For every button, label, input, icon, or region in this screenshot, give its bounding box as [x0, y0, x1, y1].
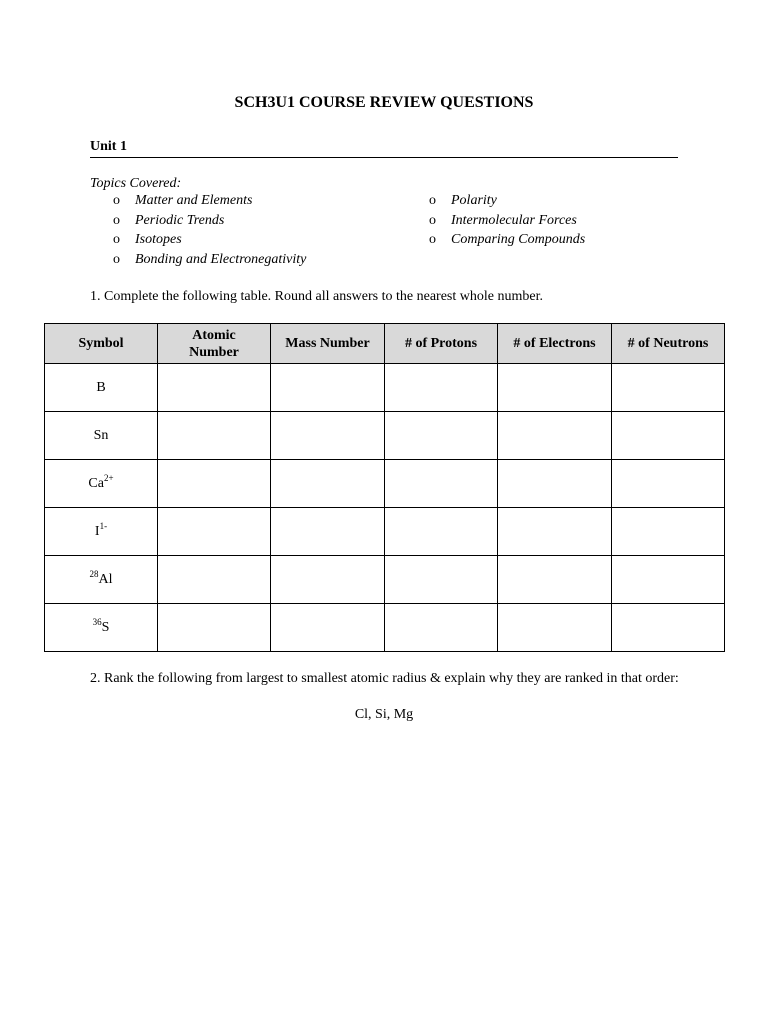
- answer-cell[interactable]: [498, 412, 612, 460]
- topic-label: Isotopes: [135, 232, 182, 247]
- question-2-elements: Cl, Si, Mg: [354, 707, 414, 722]
- table-row: [45, 364, 725, 412]
- header-neutrons: # of Neutrons: [612, 324, 725, 364]
- topic-item: [113, 213, 306, 233]
- question-2: 2. Rank the following from largest to smallest atomic radius & explain why they are ranked in that order:: [90, 671, 679, 686]
- bullet-icon: o: [113, 212, 120, 228]
- topic-label: Intermolecular Forces: [451, 212, 577, 228]
- topic-label: Polarity: [451, 193, 497, 208]
- topics-list-right: [429, 193, 585, 252]
- answer-cell[interactable]: [612, 604, 725, 652]
- element-symbol: S: [101, 619, 110, 635]
- element-table: [44, 323, 725, 652]
- table-row: [45, 604, 725, 652]
- answer-cell[interactable]: [271, 604, 385, 652]
- answer-cell[interactable]: [158, 604, 271, 652]
- topic-item: [429, 232, 585, 252]
- answer-cell[interactable]: [158, 364, 271, 412]
- table-row: [45, 508, 725, 556]
- answer-cell[interactable]: [498, 604, 612, 652]
- bullet-icon: o: [429, 232, 436, 247]
- table-row: [45, 460, 725, 508]
- answer-cell[interactable]: [385, 412, 498, 460]
- answer-cell[interactable]: [385, 460, 498, 508]
- answer-cell[interactable]: [612, 556, 725, 604]
- header-symbol: Symbol: [45, 324, 158, 364]
- topic-label: Periodic Trends: [135, 212, 225, 228]
- topics-list-left: [113, 193, 306, 271]
- topic-item: [429, 193, 585, 213]
- header-electrons: # of Electrons: [498, 324, 612, 364]
- topic-item: [429, 213, 585, 233]
- topic-label: Comparing Compounds: [451, 232, 586, 247]
- question-1: 1. Complete the following table. Round all answers to the nearest whole number.: [90, 289, 543, 304]
- bullet-icon: o: [429, 212, 436, 228]
- answer-cell[interactable]: [498, 364, 612, 412]
- element-symbol: B: [96, 379, 106, 395]
- element-symbol: I: [94, 523, 100, 539]
- symbol-cell: [45, 460, 158, 508]
- topic-label: Bonding and Electronegativity: [135, 251, 307, 267]
- table-header-row: [45, 324, 725, 364]
- table-row: [45, 412, 725, 460]
- topics-label: Topics Covered:: [90, 176, 182, 191]
- topic-item: [113, 232, 306, 252]
- topic-item: [113, 252, 306, 272]
- answer-cell[interactable]: [498, 508, 612, 556]
- element-symbol: Sn: [93, 427, 109, 443]
- answer-cell[interactable]: [385, 508, 498, 556]
- answer-cell[interactable]: [271, 364, 385, 412]
- answer-cell[interactable]: [498, 460, 612, 508]
- answer-cell[interactable]: [385, 364, 498, 412]
- element-symbol: Ca: [88, 475, 104, 491]
- charge-superscript: 2+: [103, 472, 114, 483]
- answer-cell[interactable]: [385, 604, 498, 652]
- unit-heading: Unit 1: [90, 139, 678, 158]
- symbol-cell: [45, 412, 158, 460]
- symbol-cell: [45, 508, 158, 556]
- header-atomic-number: Atomic Number: [158, 324, 271, 364]
- bullet-icon: o: [429, 193, 436, 208]
- header-mass-number: Mass Number: [271, 324, 385, 364]
- symbol-cell: [45, 364, 158, 412]
- answer-cell[interactable]: [612, 412, 725, 460]
- bullet-icon: o: [113, 193, 120, 208]
- topic-item: [113, 193, 306, 213]
- answer-cell[interactable]: [271, 412, 385, 460]
- symbol-cell: [45, 604, 158, 652]
- header-protons: # of Protons: [385, 324, 498, 364]
- answer-cell[interactable]: [385, 556, 498, 604]
- answer-cell[interactable]: [158, 508, 271, 556]
- answer-cell[interactable]: [271, 556, 385, 604]
- answer-cell[interactable]: [158, 460, 271, 508]
- answer-cell[interactable]: [158, 556, 271, 604]
- charge-superscript: 1-: [99, 520, 108, 531]
- bullet-icon: o: [113, 232, 120, 247]
- answer-cell[interactable]: [271, 508, 385, 556]
- page-title: SCH3U1 COURSE REVIEW QUESTIONS: [234, 94, 534, 111]
- answer-cell[interactable]: [612, 364, 725, 412]
- topic-label: Matter and Elements: [135, 193, 253, 208]
- answer-cell[interactable]: [612, 508, 725, 556]
- answer-cell[interactable]: [158, 412, 271, 460]
- mass-superscript: 28: [89, 568, 99, 579]
- symbol-cell: [45, 556, 158, 604]
- answer-cell[interactable]: [498, 556, 612, 604]
- element-symbol: Al: [98, 571, 113, 587]
- table-row: [45, 556, 725, 604]
- answer-cell[interactable]: [612, 460, 725, 508]
- answer-cell[interactable]: [271, 460, 385, 508]
- bullet-icon: o: [113, 251, 120, 267]
- mass-superscript: 36: [92, 616, 102, 627]
